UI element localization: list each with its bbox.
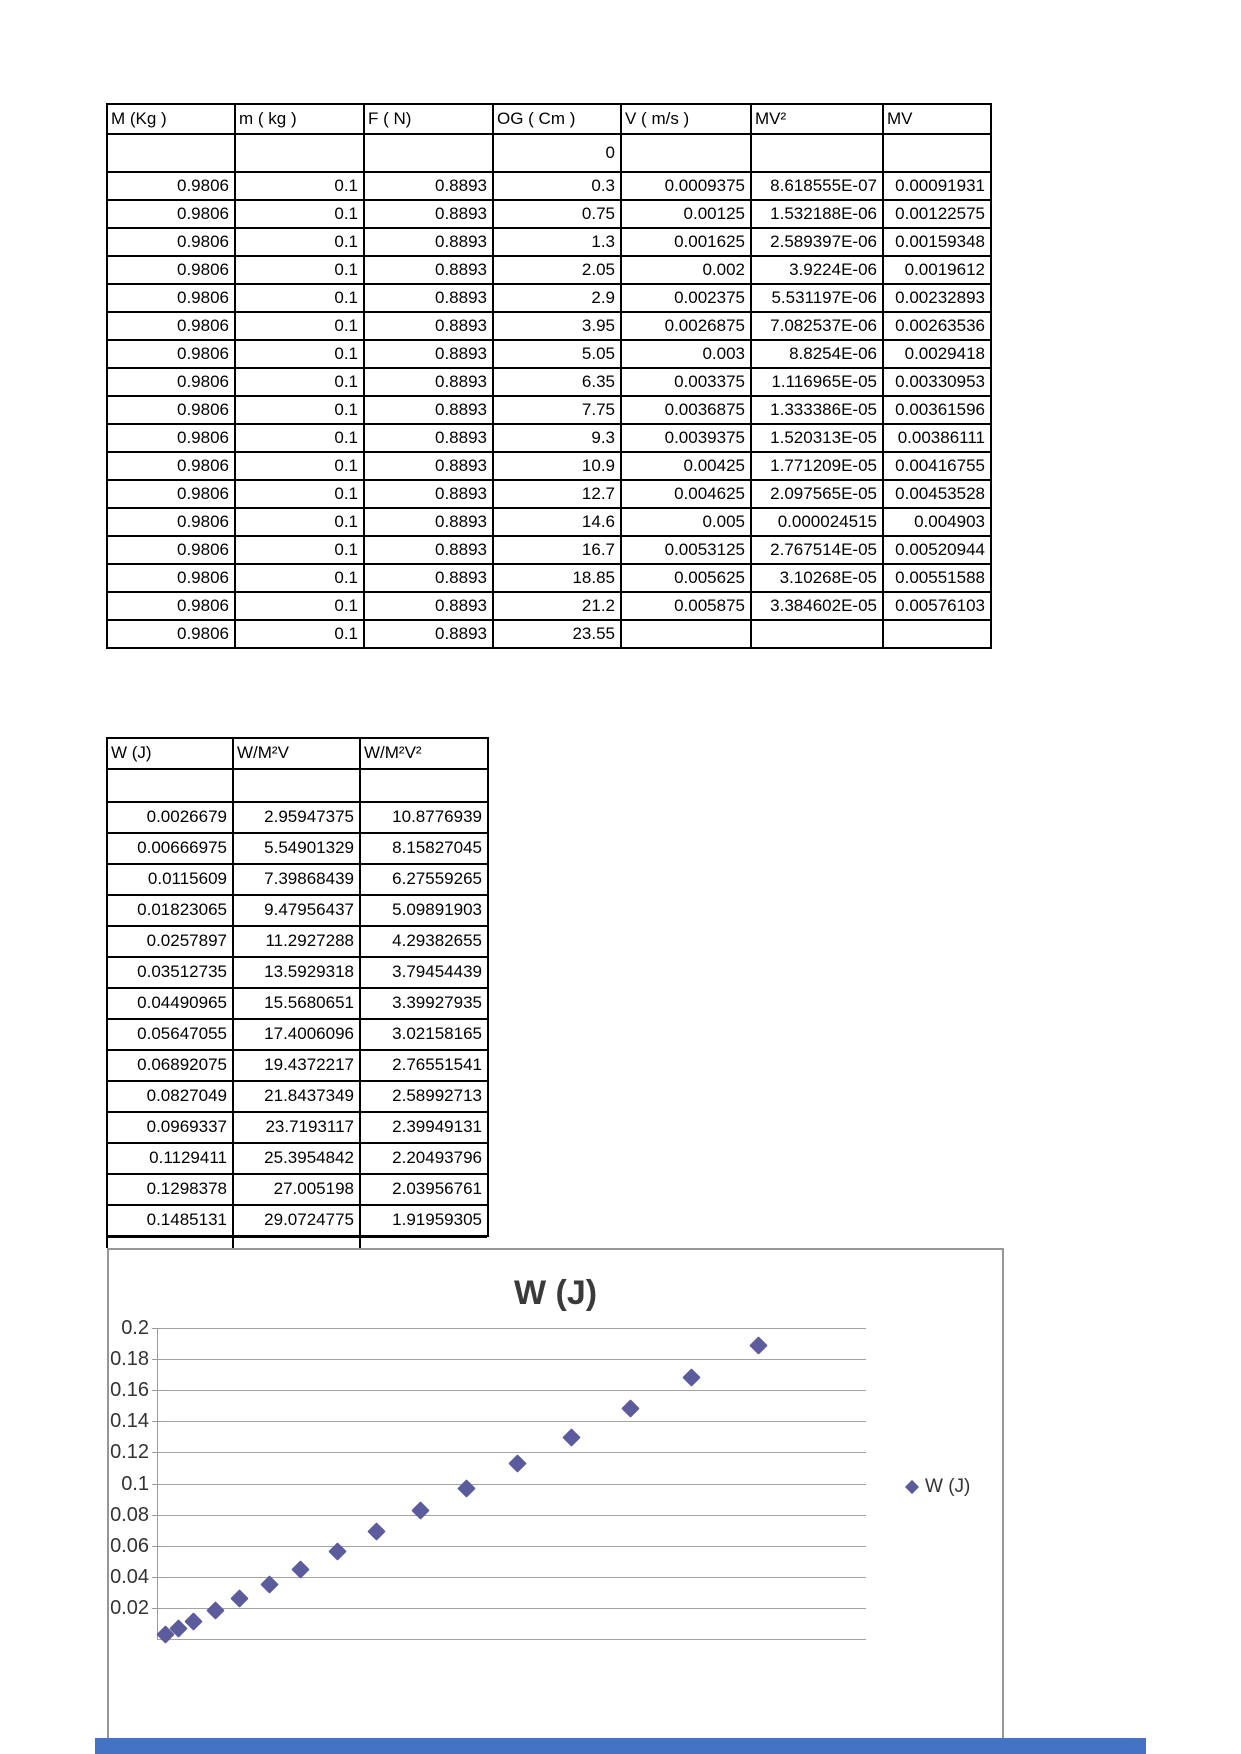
cell[interactable]: 0.8893 — [364, 284, 493, 312]
cell[interactable]: 0.1 — [235, 312, 364, 340]
y-axis-label: 0.14 — [110, 1410, 149, 1433]
cell[interactable]: 0.8893 — [364, 424, 493, 452]
header-cell[interactable]: W/M²V² — [360, 738, 488, 769]
cell[interactable]: 0.9806 — [107, 508, 235, 536]
cell[interactable]: 0.1 — [235, 172, 364, 200]
cell[interactable]: 1.520313E-05 — [751, 424, 883, 452]
cell[interactable] — [107, 134, 235, 172]
cell[interactable]: 0.00453528 — [883, 480, 991, 508]
table-row — [107, 200, 991, 228]
cell[interactable]: 0.9806 — [107, 340, 235, 368]
cell[interactable]: 0.3 — [493, 172, 621, 200]
gridline — [157, 1515, 866, 1516]
data-point-marker — [206, 1601, 224, 1619]
cell[interactable]: 0.04490965 — [107, 988, 233, 1019]
cell[interactable]: 10.8776939 — [360, 802, 488, 833]
gridline — [157, 1328, 866, 1329]
chart-legend — [907, 1476, 970, 1498]
cell[interactable]: 0.9806 — [107, 480, 235, 508]
table-row — [107, 1081, 488, 1112]
cell[interactable] — [233, 1237, 360, 1248]
cell[interactable]: 29.0724775 — [233, 1205, 360, 1236]
cell[interactable]: 0.005875 — [621, 592, 751, 620]
cell[interactable]: 0.1 — [235, 620, 364, 648]
cell[interactable]: 0.1485131 — [107, 1205, 233, 1236]
cell[interactable]: 0.8893 — [364, 536, 493, 564]
cell[interactable]: 5.531197E-06 — [751, 284, 883, 312]
header-cell[interactable]: V ( m/s ) — [621, 104, 751, 134]
cell[interactable]: 0.00551588 — [883, 564, 991, 592]
cell[interactable]: 7.39868439 — [233, 864, 360, 895]
cell[interactable]: 0.01823065 — [107, 895, 233, 926]
data-point-marker — [291, 1560, 309, 1578]
cell[interactable]: 13.5929318 — [233, 957, 360, 988]
table-row — [107, 134, 991, 172]
cell[interactable]: 0.0009375 — [621, 172, 751, 200]
gridline — [157, 1484, 866, 1485]
table-row — [107, 1112, 488, 1143]
table-row — [107, 480, 991, 508]
cell[interactable]: 18.85 — [493, 564, 621, 592]
cell[interactable]: 0.00091931 — [883, 172, 991, 200]
cell[interactable]: 0.1 — [235, 340, 364, 368]
gridline — [157, 1577, 866, 1578]
cell[interactable]: 0.8893 — [364, 620, 493, 648]
cell[interactable]: 11.2927288 — [233, 926, 360, 957]
cell[interactable]: 0.9806 — [107, 256, 235, 284]
cell[interactable]: 1.532188E-06 — [751, 200, 883, 228]
table-row — [107, 957, 488, 988]
cell[interactable]: 3.79454439 — [360, 957, 488, 988]
table-row — [107, 508, 991, 536]
cell[interactable] — [883, 620, 991, 648]
cell[interactable]: 0.00361596 — [883, 396, 991, 424]
data-point-marker — [260, 1575, 278, 1593]
header-cell[interactable]: MV — [883, 104, 991, 134]
table-row — [107, 396, 991, 424]
header-cell[interactable]: F ( N) — [364, 104, 493, 134]
cell[interactable]: 0.8893 — [364, 312, 493, 340]
gridline — [157, 1608, 866, 1609]
cell[interactable]: 0.0026875 — [621, 312, 751, 340]
cell[interactable]: 4.29382655 — [360, 926, 488, 957]
cell[interactable]: 0.00232893 — [883, 284, 991, 312]
gridline — [157, 1452, 866, 1453]
table-row — [107, 769, 488, 802]
cell[interactable]: 0.1 — [235, 368, 364, 396]
cell[interactable] — [364, 134, 493, 172]
y-axis-label: 0.18 — [110, 1348, 149, 1371]
table-row — [107, 895, 488, 926]
cell[interactable]: 0.9806 — [107, 620, 235, 648]
cell[interactable]: 0.0026679 — [107, 802, 233, 833]
cell[interactable]: 0.0827049 — [107, 1081, 233, 1112]
cell[interactable]: 0.9806 — [107, 592, 235, 620]
cell[interactable]: 0.9806 — [107, 536, 235, 564]
table-row — [107, 424, 991, 452]
data-point-marker — [368, 1523, 386, 1541]
cell[interactable]: 0.1 — [235, 508, 364, 536]
cell[interactable]: 2.767514E-05 — [751, 536, 883, 564]
cell[interactable]: 10.9 — [493, 452, 621, 480]
cell[interactable] — [883, 134, 991, 172]
cell[interactable]: 3.95 — [493, 312, 621, 340]
cell[interactable]: 0.0969337 — [107, 1112, 233, 1143]
cell[interactable]: 0.8893 — [364, 200, 493, 228]
cell[interactable]: 0.005625 — [621, 564, 751, 592]
cell[interactable]: 0.000024515 — [751, 508, 883, 536]
table2-partial-row — [106, 1236, 487, 1248]
table-row — [107, 592, 991, 620]
cell[interactable]: 0.0036875 — [621, 396, 751, 424]
legend-marker-icon — [905, 1480, 919, 1494]
cell[interactable] — [235, 134, 364, 172]
bottom-bar — [95, 1738, 1146, 1754]
y-axis-label: 0.04 — [110, 1565, 149, 1588]
cell[interactable] — [360, 769, 488, 802]
cell[interactable]: 2.05 — [493, 256, 621, 284]
cell[interactable]: 0.8893 — [364, 368, 493, 396]
cell[interactable]: 2.9 — [493, 284, 621, 312]
cell[interactable]: 0.1129411 — [107, 1143, 233, 1174]
cell[interactable]: 0.8893 — [364, 592, 493, 620]
cell[interactable] — [751, 620, 883, 648]
cell[interactable]: 0.9806 — [107, 200, 235, 228]
cell[interactable]: 0.001625 — [621, 228, 751, 256]
y-axis-label: 0.1 — [121, 1472, 149, 1495]
table-header-row — [107, 738, 488, 769]
table-row — [107, 256, 991, 284]
cell[interactable]: 0.005 — [621, 508, 751, 536]
y-axis-label: 0.08 — [110, 1503, 149, 1526]
cell[interactable]: 5.09891903 — [360, 895, 488, 926]
table-row — [107, 1143, 488, 1174]
cell[interactable]: 5.05 — [493, 340, 621, 368]
cell[interactable] — [107, 769, 233, 802]
table-row — [107, 1174, 488, 1205]
cell[interactable] — [107, 1237, 233, 1248]
cell[interactable]: 3.02158165 — [360, 1019, 488, 1050]
cell[interactable]: 0.9806 — [107, 368, 235, 396]
cell[interactable] — [621, 134, 751, 172]
table-row — [107, 368, 991, 396]
cell[interactable]: 6.27559265 — [360, 864, 488, 895]
cell[interactable]: 0.00425 — [621, 452, 751, 480]
table-row — [107, 228, 991, 256]
cell[interactable]: 2.39949131 — [360, 1112, 488, 1143]
cell[interactable]: 25.3954842 — [233, 1143, 360, 1174]
cell[interactable]: 0.00666975 — [107, 833, 233, 864]
scatter-chart — [107, 1248, 1004, 1754]
cell[interactable] — [621, 620, 751, 648]
cell[interactable]: 19.4372217 — [233, 1050, 360, 1081]
cell[interactable]: 0.003375 — [621, 368, 751, 396]
cell[interactable]: 0.002375 — [621, 284, 751, 312]
data-point-marker — [682, 1369, 700, 1387]
cell[interactable]: 0.1 — [235, 200, 364, 228]
cell[interactable]: 8.618555E-07 — [751, 172, 883, 200]
chart-title: W (J) — [513, 1274, 598, 1312]
cell[interactable]: 0.0019612 — [883, 256, 991, 284]
data-point-marker — [621, 1399, 639, 1417]
cell[interactable]: 0.9806 — [107, 172, 235, 200]
gridline — [157, 1390, 866, 1391]
cell[interactable]: 0.1298378 — [107, 1174, 233, 1205]
table-row — [107, 172, 991, 200]
cell[interactable]: 2.20493796 — [360, 1143, 488, 1174]
cell[interactable]: 0.00330953 — [883, 368, 991, 396]
cell[interactable]: 8.15827045 — [360, 833, 488, 864]
cell[interactable]: 16.7 — [493, 536, 621, 564]
cell[interactable] — [360, 1237, 487, 1248]
cell[interactable]: 0.00263536 — [883, 312, 991, 340]
y-axis-label: 0.12 — [110, 1441, 149, 1464]
cell[interactable]: 3.10268E-05 — [751, 564, 883, 592]
legend-label: W (J) — [925, 1476, 971, 1497]
cell[interactable]: 0.1 — [235, 480, 364, 508]
cell[interactable]: 0.0053125 — [621, 536, 751, 564]
cell[interactable]: 3.9224E-06 — [751, 256, 883, 284]
table-row — [107, 284, 991, 312]
cell[interactable]: 0.003 — [621, 340, 751, 368]
cell[interactable]: 17.4006096 — [233, 1019, 360, 1050]
cell[interactable]: 0.1 — [235, 228, 364, 256]
cell[interactable]: 1.116965E-05 — [751, 368, 883, 396]
cell[interactable]: 0.00520944 — [883, 536, 991, 564]
header-cell[interactable]: M (Kg ) — [107, 104, 235, 134]
cell[interactable]: 0.00125 — [621, 200, 751, 228]
table-row — [107, 1205, 488, 1236]
y-axis-label: 0.06 — [110, 1534, 149, 1557]
cell[interactable]: 2.589397E-06 — [751, 228, 883, 256]
cell[interactable]: 0.1 — [235, 452, 364, 480]
cell[interactable]: 0.00416755 — [883, 452, 991, 480]
cell[interactable]: 27.005198 — [233, 1174, 360, 1205]
cell[interactable]: 0.0029418 — [883, 340, 991, 368]
cell[interactable]: 23.55 — [493, 620, 621, 648]
gridline — [157, 1546, 866, 1547]
cell[interactable]: 1.333386E-05 — [751, 396, 883, 424]
header-cell[interactable]: OG ( Cm ) — [493, 104, 621, 134]
cell[interactable]: 0.1 — [235, 396, 364, 424]
cell[interactable]: 0.8893 — [364, 564, 493, 592]
cell[interactable]: 7.75 — [493, 396, 621, 424]
cell[interactable]: 3.39927935 — [360, 988, 488, 1019]
cell[interactable]: 0.9806 — [107, 396, 235, 424]
table-row — [107, 536, 991, 564]
table-row — [107, 452, 991, 480]
cell[interactable]: 0.9806 — [107, 284, 235, 312]
data-point-marker — [749, 1336, 767, 1354]
cell[interactable]: 0.8893 — [364, 452, 493, 480]
table-row — [107, 833, 488, 864]
header-cell[interactable]: m ( kg ) — [235, 104, 364, 134]
table-row — [107, 802, 488, 833]
cell[interactable]: 8.8254E-06 — [751, 340, 883, 368]
header-cell[interactable]: W/M²V — [233, 738, 360, 769]
cell[interactable]: 0.00576103 — [883, 592, 991, 620]
y-axis-line — [157, 1328, 158, 1639]
cell[interactable]: 1.91959305 — [360, 1205, 488, 1236]
cell[interactable]: 6.35 — [493, 368, 621, 396]
cell[interactable]: 0.8893 — [364, 480, 493, 508]
cell[interactable]: 0.1 — [235, 536, 364, 564]
cell[interactable]: 9.47956437 — [233, 895, 360, 926]
cell[interactable]: 0.9806 — [107, 312, 235, 340]
y-axis-label: 0.2 — [121, 1317, 149, 1339]
cell[interactable]: 0.00122575 — [883, 200, 991, 228]
table-row — [107, 988, 488, 1019]
work-table — [106, 737, 489, 1237]
table-row — [107, 926, 488, 957]
y-axis-label: 0.02 — [110, 1596, 149, 1619]
cell[interactable]: 0 — [493, 134, 621, 172]
cell[interactable]: 1.771209E-05 — [751, 452, 883, 480]
cell[interactable]: 0.8893 — [364, 396, 493, 424]
table-row — [107, 564, 991, 592]
cell[interactable]: 0.002 — [621, 256, 751, 284]
cell[interactable]: 0.0257897 — [107, 926, 233, 957]
cell[interactable]: 0.8893 — [364, 256, 493, 284]
cell[interactable]: 0.1 — [235, 284, 364, 312]
cell[interactable] — [751, 134, 883, 172]
cell[interactable]: 0.9806 — [107, 564, 235, 592]
table-row — [107, 1019, 488, 1050]
cell[interactable]: 21.2 — [493, 592, 621, 620]
cell[interactable]: 1.3 — [493, 228, 621, 256]
cell[interactable]: 0.004625 — [621, 480, 751, 508]
cell[interactable]: 0.8893 — [364, 172, 493, 200]
data-point-marker — [412, 1501, 430, 1519]
cell[interactable]: 0.0115609 — [107, 864, 233, 895]
cell[interactable]: 0.8893 — [364, 508, 493, 536]
table-row — [107, 312, 991, 340]
cell[interactable]: 0.9806 — [107, 424, 235, 452]
header-cell[interactable]: MV² — [751, 104, 883, 134]
cell[interactable]: 0.9806 — [107, 452, 235, 480]
cell[interactable]: 12.7 — [493, 480, 621, 508]
data-point-marker — [457, 1479, 475, 1497]
cell[interactable]: 2.58992713 — [360, 1081, 488, 1112]
cell[interactable]: 5.54901329 — [233, 833, 360, 864]
cell[interactable]: 2.76551541 — [360, 1050, 488, 1081]
table-row — [107, 864, 488, 895]
cell[interactable]: 9.3 — [493, 424, 621, 452]
cell[interactable]: 2.097565E-05 — [751, 480, 883, 508]
cell[interactable]: 21.8437349 — [233, 1081, 360, 1112]
cell[interactable]: 0.1 — [235, 256, 364, 284]
cell[interactable]: 23.7193117 — [233, 1112, 360, 1143]
gridline — [157, 1421, 866, 1422]
cell[interactable]: 0.8893 — [364, 228, 493, 256]
cell[interactable]: 0.8893 — [364, 340, 493, 368]
cell[interactable]: 0.1 — [235, 424, 364, 452]
cell[interactable]: 0.00159348 — [883, 228, 991, 256]
cell[interactable]: 14.6 — [493, 508, 621, 536]
cell[interactable]: 3.384602E-05 — [751, 592, 883, 620]
cell[interactable]: 2.03956761 — [360, 1174, 488, 1205]
cell[interactable]: 2.95947375 — [233, 802, 360, 833]
cell[interactable]: 0.0039375 — [621, 424, 751, 452]
cell[interactable]: 15.5680651 — [233, 988, 360, 1019]
table-row — [107, 1050, 488, 1081]
cell[interactable]: 0.1 — [235, 564, 364, 592]
cell[interactable] — [233, 769, 360, 802]
cell[interactable]: 0.1 — [235, 592, 364, 620]
cell[interactable]: 0.9806 — [107, 228, 235, 256]
gridline — [157, 1359, 866, 1360]
cell[interactable]: 0.03512735 — [107, 957, 233, 988]
data-point-marker — [230, 1590, 248, 1608]
data-point-marker — [508, 1454, 526, 1472]
cell[interactable]: 0.00386111 — [883, 424, 991, 452]
cell[interactable]: 0.004903 — [883, 508, 991, 536]
table-row — [107, 340, 991, 368]
cell[interactable]: 7.082537E-06 — [751, 312, 883, 340]
table-header-row — [107, 104, 991, 134]
table-row — [107, 1237, 487, 1248]
cell[interactable]: 0.05647055 — [107, 1019, 233, 1050]
table-row — [107, 620, 991, 648]
data-point-marker — [562, 1428, 580, 1446]
cell[interactable]: 0.75 — [493, 200, 621, 228]
measurements-table — [106, 103, 992, 649]
y-axis-label: 0.16 — [110, 1379, 149, 1402]
header-cell[interactable]: W (J) — [107, 738, 233, 769]
cell[interactable]: 0.06892075 — [107, 1050, 233, 1081]
x-axis-line — [157, 1639, 866, 1640]
